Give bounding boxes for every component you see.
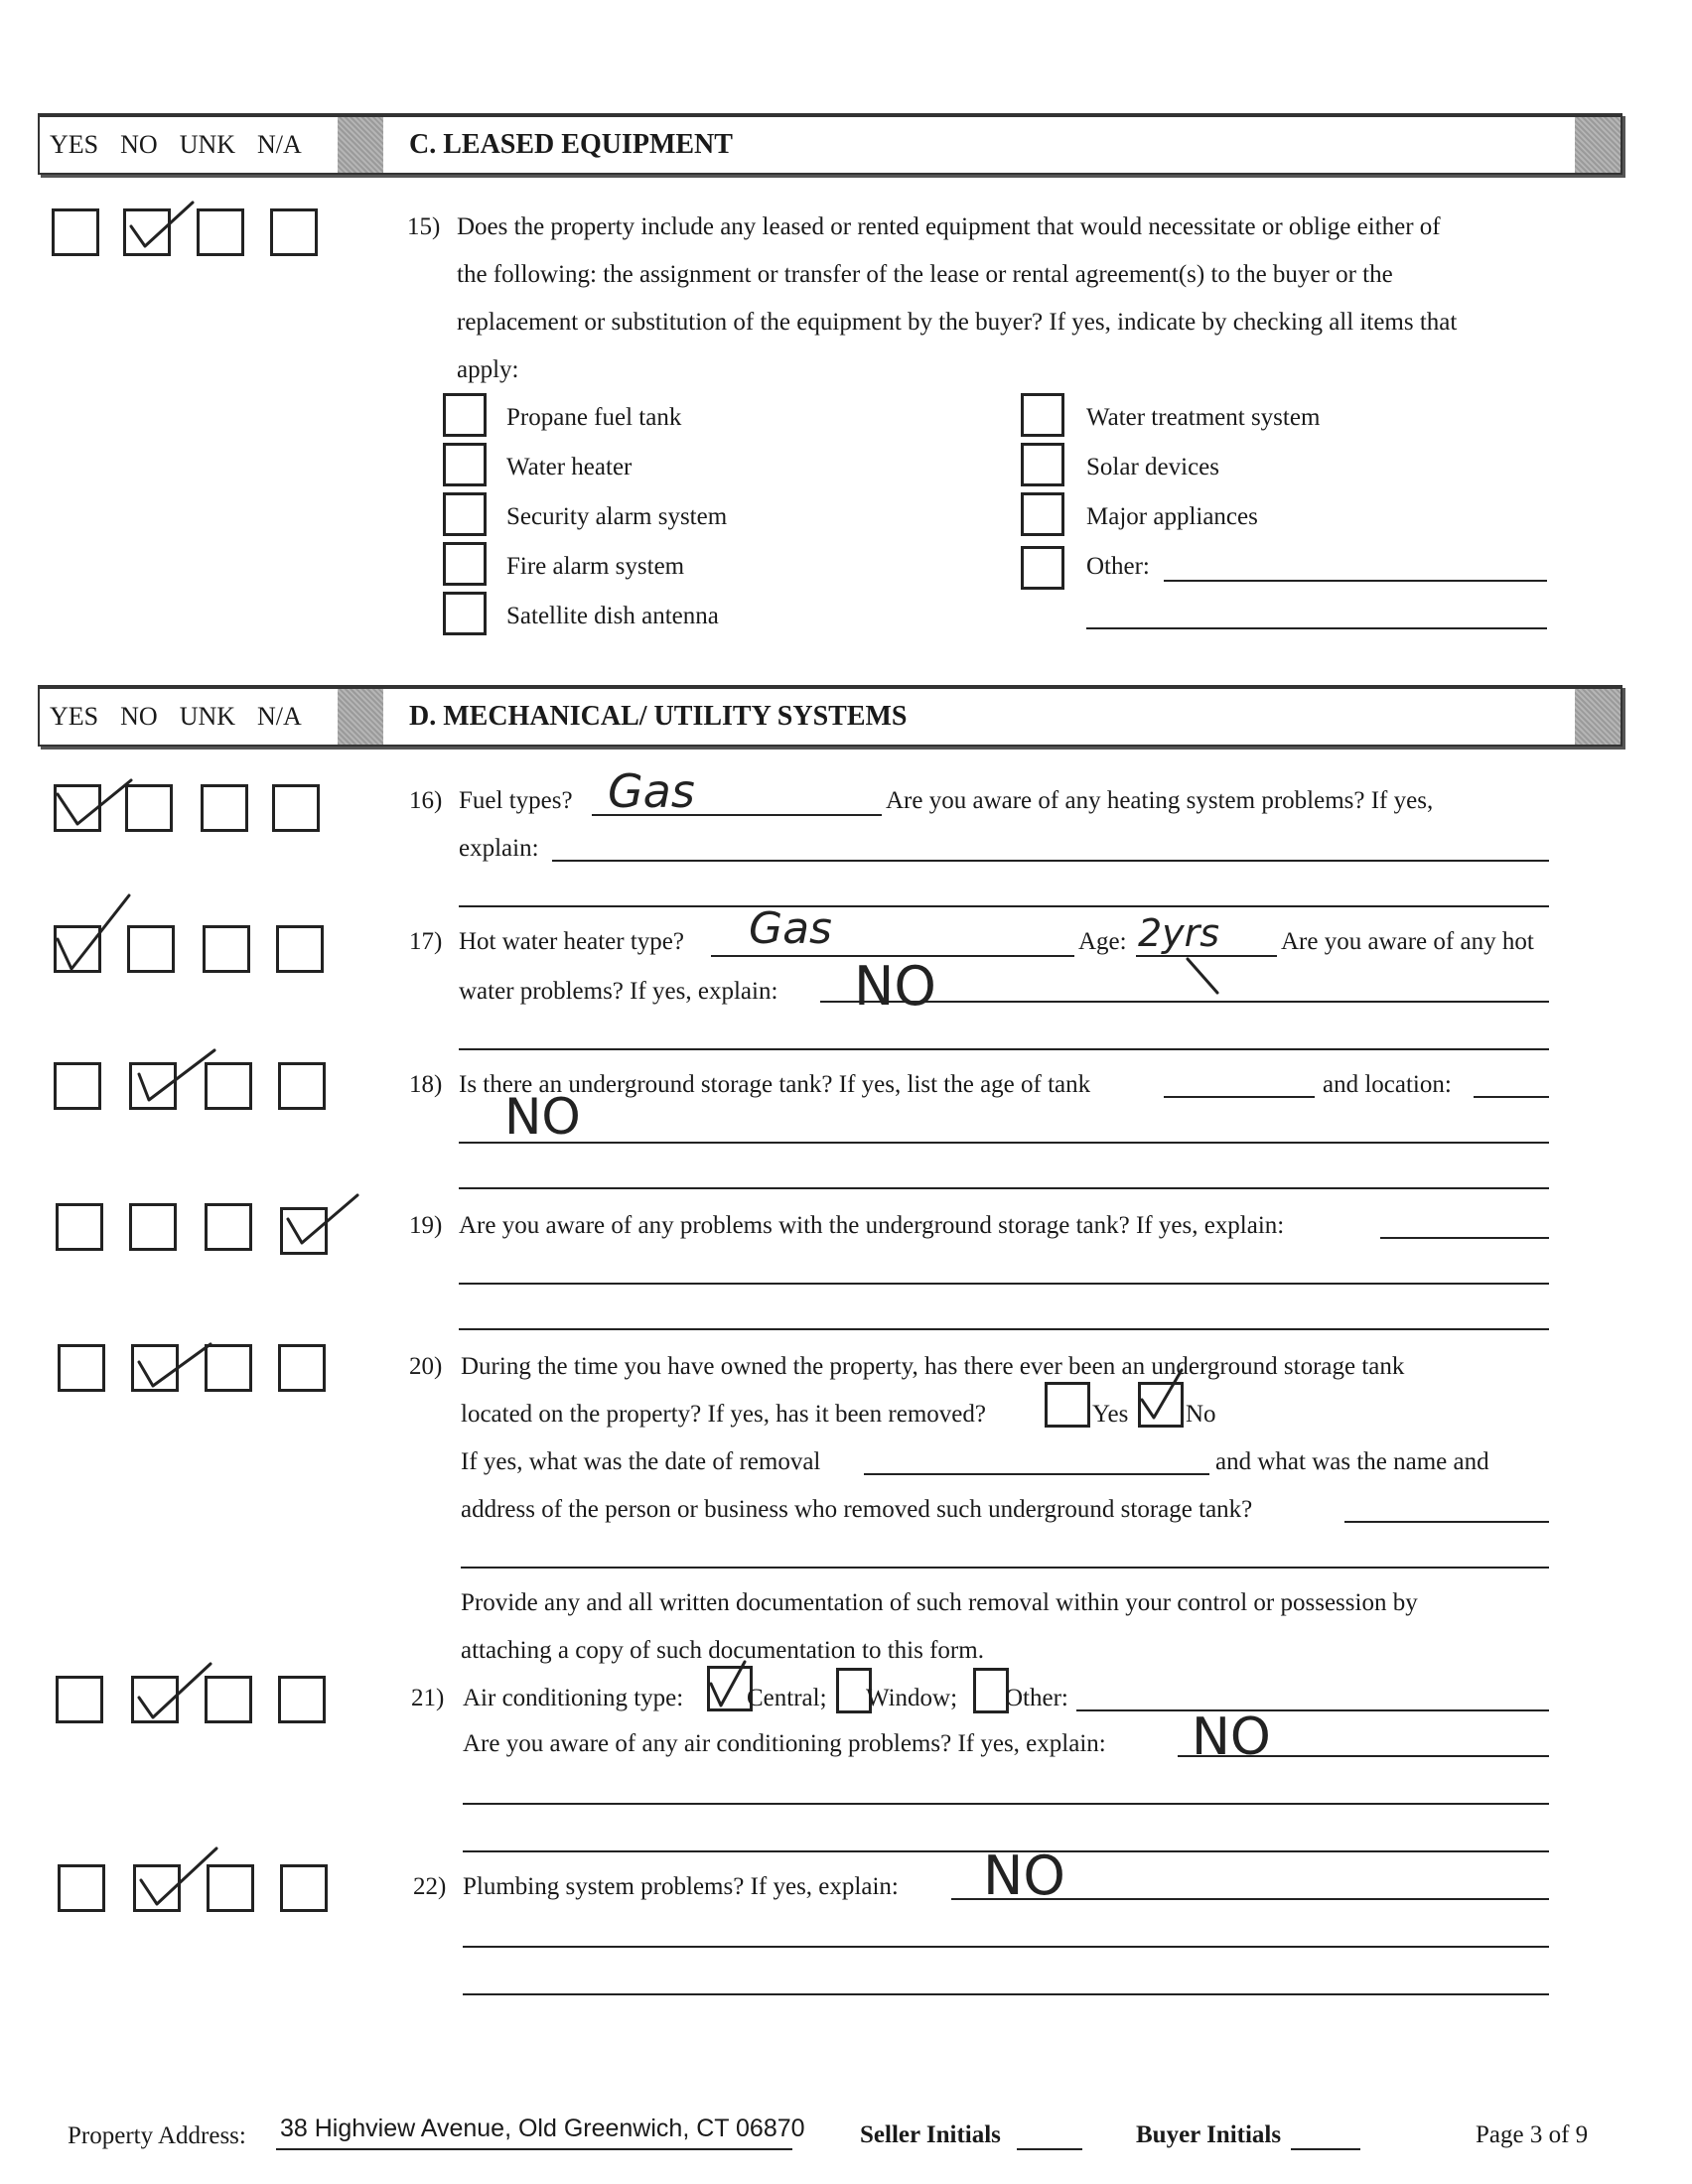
- q20-remover-line[interactable]: [1344, 1521, 1549, 1523]
- q20-yes-box[interactable]: [58, 1344, 105, 1392]
- q17-type-handwriting: Gas: [749, 903, 832, 954]
- col-unk: UNK: [179, 130, 236, 159]
- item-water-heater-checkbox[interactable]: [443, 443, 487, 486]
- footer-address-line: [276, 2148, 792, 2150]
- q18-na-box[interactable]: [278, 1062, 326, 1110]
- item-propane-checkbox[interactable]: [443, 393, 487, 437]
- header-shade-left: [338, 117, 383, 173]
- q22-no-box[interactable]: [133, 1864, 181, 1912]
- q18-location-line[interactable]: [1474, 1096, 1549, 1098]
- q18-label-location: and location:: [1323, 1071, 1452, 1098]
- section-d-header: [38, 685, 1622, 747]
- q20-removed-yes-label: Yes: [1092, 1401, 1129, 1428]
- q19-unk-box[interactable]: [205, 1203, 252, 1251]
- q21-window-label: Window;: [866, 1685, 958, 1711]
- q18-answer-handwriting: NO: [504, 1088, 581, 1146]
- item-other-line[interactable]: [1164, 580, 1547, 582]
- q20-line-3b: and what was the name and: [1215, 1448, 1489, 1475]
- q17-label-type: Hot water heater type?: [459, 928, 684, 955]
- item-solar-checkbox[interactable]: [1021, 443, 1064, 486]
- q17-answer-handwriting: NO: [854, 955, 936, 1018]
- q21-other-line[interactable]: [1076, 1709, 1549, 1711]
- q15-na-box[interactable]: [270, 208, 318, 256]
- q16-explain-line[interactable]: [552, 860, 1549, 862]
- q16-no-box[interactable]: [125, 784, 173, 832]
- q18-number: 18): [409, 1071, 443, 1098]
- q21-other-label: Other:: [1005, 1685, 1068, 1711]
- item-satellite-label: Satellite dish antenna: [506, 603, 719, 629]
- buyer-initials-line[interactable]: [1291, 2148, 1360, 2150]
- col-na: N/A: [257, 130, 302, 159]
- q18-yes-box[interactable]: [54, 1062, 101, 1110]
- item-fire-alarm-checkbox[interactable]: [443, 542, 487, 586]
- q20-line-5: Provide any and all written documentation of such removal within your control or possession by: [461, 1589, 1418, 1616]
- q16-label-explain: explain:: [459, 835, 539, 862]
- q16-label-fuel: Fuel types?: [459, 787, 573, 814]
- col-yes: YES: [50, 130, 99, 159]
- q21-central-label: Central;: [747, 1685, 827, 1711]
- q15-unk-box[interactable]: [197, 208, 244, 256]
- q22-label: Plumbing system problems? If yes, explain:: [463, 1873, 899, 1900]
- section-d-title: D. MECHANICAL/ UTILITY SYSTEMS: [409, 701, 908, 732]
- seller-initials-line[interactable]: [1017, 2148, 1082, 2150]
- q16-label-heating: Are you aware of any heating system problems? If yes,: [886, 787, 1434, 814]
- col-no-d: NO: [120, 702, 158, 731]
- q19-explain-line[interactable]: [1380, 1237, 1549, 1239]
- q15-no-box[interactable]: [123, 208, 171, 256]
- q15-yes-box[interactable]: [52, 208, 99, 256]
- q18-line-2[interactable]: [459, 1142, 1549, 1144]
- q19-yes-box[interactable]: [56, 1203, 103, 1251]
- item-security-alarm-checkbox[interactable]: [443, 492, 487, 536]
- q20-line-1: During the time you have owned the property, has there ever been an underground storage tank: [461, 1353, 1405, 1380]
- q20-removed-yes-checkbox[interactable]: [1045, 1382, 1090, 1428]
- q21-line-2[interactable]: [463, 1803, 1549, 1805]
- header-shade-right: [1575, 117, 1621, 173]
- q17-unk-box[interactable]: [203, 925, 250, 973]
- q15-line-1: Does the property include any leased or rented equipment that would necessitate or oblige either of: [457, 213, 1441, 240]
- item-other-line-2[interactable]: [1086, 627, 1547, 629]
- q21-yes-box[interactable]: [56, 1676, 103, 1723]
- item-propane-label: Propane fuel tank: [506, 404, 682, 431]
- q21-number: 21): [411, 1685, 445, 1711]
- col-no: NO: [120, 130, 158, 159]
- q19-no-box[interactable]: [129, 1203, 177, 1251]
- q17-na-box[interactable]: [276, 925, 324, 973]
- q17-age-line[interactable]: [1136, 955, 1277, 957]
- q22-line-2[interactable]: [463, 1946, 1549, 1948]
- q17-age-handwriting: 2yrs: [1138, 911, 1220, 955]
- q19-label: Are you aware of any problems with the underground storage tank? If yes, explain:: [459, 1212, 1285, 1239]
- section-c-title: C. LEASED EQUIPMENT: [409, 129, 733, 160]
- q20-number: 20): [409, 1353, 443, 1380]
- q18-no-box[interactable]: [129, 1062, 177, 1110]
- q16-explain-line-2[interactable]: [459, 905, 1549, 907]
- header-shade-right-d: [1575, 689, 1621, 745]
- q17-label-explain: water problems? If yes, explain:: [459, 978, 778, 1005]
- item-fire-alarm-label: Fire alarm system: [506, 553, 685, 580]
- q19-na-box[interactable]: [280, 1207, 328, 1255]
- q20-no-box[interactable]: [131, 1344, 179, 1392]
- q16-yes-box[interactable]: [54, 784, 101, 832]
- q17-yes-box[interactable]: [54, 925, 101, 973]
- item-other-checkbox[interactable]: [1021, 546, 1064, 590]
- col-yes-d: YES: [50, 702, 99, 731]
- q20-unk-box[interactable]: [205, 1344, 252, 1392]
- q20-removed-no-checkbox[interactable]: [1138, 1382, 1184, 1428]
- q15-number: 15): [407, 213, 441, 240]
- footer-buyer-initials: Buyer Initials: [1136, 2121, 1282, 2148]
- item-water-treatment-checkbox[interactable]: [1021, 393, 1064, 437]
- q21-na-box[interactable]: [278, 1676, 326, 1723]
- q20-line-4: address of the person or business who removed such underground storage tank?: [461, 1496, 1253, 1523]
- item-satellite-checkbox[interactable]: [443, 592, 487, 635]
- q17-label-hot: Are you aware of any hot: [1281, 928, 1534, 955]
- q21-label-problems: Are you aware of any air conditioning problems? If yes, explain:: [463, 1730, 1106, 1757]
- item-appliances-checkbox[interactable]: [1021, 492, 1064, 536]
- q19-line-3[interactable]: [459, 1328, 1549, 1330]
- q20-date-line[interactable]: [864, 1473, 1209, 1475]
- item-solar-label: Solar devices: [1086, 454, 1219, 480]
- q19-line-2[interactable]: [459, 1283, 1549, 1285]
- item-other-label: Other:: [1086, 553, 1150, 580]
- q16-number: 16): [409, 787, 443, 814]
- q19-number: 19): [409, 1212, 443, 1239]
- q20-line-6: attaching a copy of such documentation to this form.: [461, 1637, 984, 1664]
- q16-unk-box[interactable]: [201, 784, 248, 832]
- q18-label-tank: Is there an underground storage tank? If yes, list the age of tank: [459, 1071, 1091, 1098]
- q22-unk-box[interactable]: [207, 1864, 254, 1912]
- q16-fuel-handwriting: Gas: [608, 764, 695, 818]
- q18-line-3[interactable]: [459, 1187, 1549, 1189]
- q20-line-3a: If yes, what was the date of removal: [461, 1448, 821, 1475]
- q15-line-2: the following: the assignment or transfer of the lease or rental agreement(s) to the buyer or the: [457, 261, 1393, 288]
- q21-unk-box[interactable]: [205, 1676, 252, 1723]
- section-c-header: [38, 113, 1622, 175]
- q22-yes-box[interactable]: [58, 1864, 105, 1912]
- q17-label-age: Age:: [1078, 928, 1127, 955]
- q22-line-3[interactable]: [463, 1993, 1549, 1995]
- footer-seller-initials: Seller Initials: [860, 2121, 1001, 2148]
- footer-page-number: Page 3 of 9: [1476, 2121, 1589, 2148]
- q20-remover-line-2[interactable]: [461, 1567, 1549, 1569]
- q16-na-box[interactable]: [272, 784, 320, 832]
- q21-other-checkbox[interactable]: [973, 1668, 1009, 1713]
- q21-answer-handwriting: NO: [1192, 1707, 1271, 1767]
- q20-removed-no-label: No: [1186, 1401, 1216, 1428]
- item-water-heater-label: Water heater: [506, 454, 633, 480]
- q17-number: 17): [409, 928, 443, 955]
- q21-no-box[interactable]: [131, 1676, 179, 1723]
- col-unk-d: UNK: [179, 702, 236, 731]
- footer-address-value: 38 Highview Avenue, Old Greenwich, CT 06870: [280, 2115, 805, 2142]
- item-water-treatment-label: Water treatment system: [1086, 404, 1321, 431]
- header-shade-left-d: [338, 689, 383, 745]
- q21-label-type: Air conditioning type:: [463, 1685, 684, 1711]
- q20-na-box[interactable]: [278, 1344, 326, 1392]
- q22-na-box[interactable]: [280, 1864, 328, 1912]
- q17-explain-line-2[interactable]: [459, 1048, 1549, 1050]
- column-headers: [40, 117, 338, 173]
- q18-age-line[interactable]: [1164, 1096, 1315, 1098]
- q22-number: 22): [413, 1873, 447, 1900]
- q17-no-box[interactable]: [127, 925, 175, 973]
- q20-line-2: located on the property? If yes, has it been removed?: [461, 1401, 986, 1428]
- q15-line-4: apply:: [457, 356, 519, 383]
- q17-age-tick: [1188, 959, 1217, 993]
- footer-address-label: Property Address:: [68, 2122, 246, 2149]
- q22-answer-handwriting: NO: [983, 1844, 1065, 1907]
- item-appliances-label: Major appliances: [1086, 503, 1258, 530]
- item-security-alarm-label: Security alarm system: [506, 503, 728, 530]
- col-na-d: N/A: [257, 702, 302, 731]
- q15-line-3: replacement or substitution of the equipment by the buyer? If yes, indicate by checking all items that: [457, 309, 1458, 336]
- q18-unk-box[interactable]: [205, 1062, 252, 1110]
- column-headers-d: [40, 689, 338, 745]
